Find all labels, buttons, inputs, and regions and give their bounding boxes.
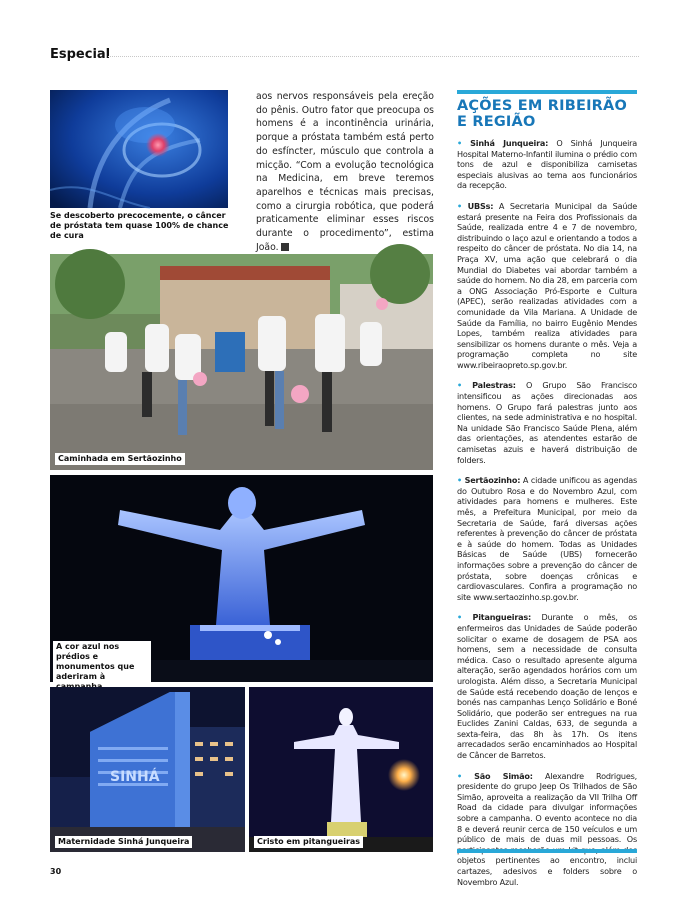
sidebar-item [457,201,637,371]
item-lead: Sinhá Junqueira: [470,138,549,148]
sidebar-item [457,380,637,465]
maternity-sign: SINHÁ [110,769,160,785]
maternity-photo [50,687,245,852]
bullet-icon: • [457,770,462,781]
statue-caption: A cor azul nos prédios e monumentos que aderiram à [53,641,151,693]
bullet-icon: • [457,138,462,148]
end-mark-icon [281,243,289,251]
header-divider [108,56,639,57]
article-body [256,90,434,254]
christ-caption: Cristo em pitangueiras [254,836,363,848]
item-text: A Secretaria Municipal da Saúde estará presente na Feira dos Profissionais da Saúde, realizada entre 4 e 7 de novembro, distribuindo o laço azul e orientando a todos a respeito do câncer de próstata. No dia 14, na Praça XV, uma ação que celebrará o dia Mundial do Diabetes vai abordar também a saúde do homem. No dia 28, em parceria com a ONG Associação Pró-Esporte e Cultura (APEC), serão realizadas atividades com a comunidade da Vila Mariana. A Unidade de Saúde da Família, no bairro Eugênio Mendes Lopes, também realiza atividades para sensibilizar os homens durante o mês. Veja a programação completa no site www.ribeiraopreto.sp.gov.br. [457,200,637,370]
statue-photo [50,475,433,682]
item-lead: Sertãozinho: [464,475,521,486]
item-text: O Grupo São Francisco intensificou as ações direcionadas aos homens. O Grupo fará palestras junto aos clientes, na sede administrativa e no hospital. Na unidade São Francisco Saúde Plena, além das orientações, as atendentes estarão de camisetas azuis e haverá distribuição de folders. [457,380,637,465]
section-label: Especial [50,47,111,62]
bullet-icon: • [457,475,462,486]
item-lead: Pitangueiras: [472,612,532,623]
prostate-caption: Se descoberto precocemente, o câncer de próstata tem quase 100% de chance de cura [50,211,229,240]
prostate-illustration [50,90,228,208]
item-lead: UBSs: [467,200,494,211]
sidebar-item [457,138,637,191]
item-text: O Sinhá Junqueira Hospital Materno-Infantil ilumina o prédio com tons de azul e disponibiliza camisetas especiais alusivas ao tema aos funcionários da recepção. [457,138,638,191]
sidebar-title: AÇÕES EM RIBEIRÃO E REGIÃO [457,98,627,130]
article-text: aos nervos responsáveis pela ereção do pênis. Outro fator que preocupa os homens é a incontinência urinária, porque a próstata também está perto do esfíncter, músculo que controla a micção. “Com a evolução tecnológica na Medicina, em breve teremos aparelhos e técnicas mais precisas, como a cirurgia robótica, que poderá praticamente eliminar esses riscos durante o procedimento”, estima João. [256,91,434,253]
walk-caption: Caminhada em Sertãozinho [55,453,185,465]
bullet-icon: • [457,380,462,391]
sidebar-column [457,138,637,897]
walk-photo [50,254,433,470]
sidebar-item [457,771,637,888]
sidebar-bottom-rule [457,849,637,853]
christ-photo [249,687,433,852]
bullet-icon: • [457,612,462,623]
item-text: Durante o mês, os enfermeiros das Unidades de Saúde poderão solicitar o exame de dosagem de PSA aos homens, sem a necessidade de consulta médica. Caso o resultado apresente alguma alteração, serão agendados horários com um urologista. Além disso, a Secretaria Municipal de Saúde está recebendo doação de lenços e bonés nas campanhas Lenço Solidário e Boné Solidário, que poderão ser entregues na rua Euclides Zanini Caldas, 633, de segunda a sexta-feira, das 8h às 17h. Os itens arrecadados serão encaminhados ao Hospital de Câncer de Barretos. [457,612,637,761]
item-lead: São Simão: [474,770,533,781]
sidebar-item [457,475,637,602]
item-text: A cidade unificou as agendas do Outubro Rosa e do Novembro Azul, com atividades para homens e mulheres. Este mês, a Prefeitura Municipal, por meio da Secretaria de Saúde, fará diversas ações referentes à prevenção do câncer de próstata e à saúde do homem. Todas as Unidades Básicas de Saúde (UBS) fornecerão informações sobre a prevenção do câncer de próstata, sobre doenças crônicas e cardiovasculares. Confira a programação no site www.sertaozinho.sp.gov.br. [457,475,637,602]
item-text: Alexandre Rodrigues, presidente do grupo Jeep Os Trilhados de São Simão, aproveita a realização da VII Trilha Off Road da cidade para divulgar informações sobre a campanha. O evento acontece no dia 8 e deverá reunir cerca de 150 veículos e um público de mais de duas mil pessoas. Os objetos pertinentes ao encontro, inclui cartazes, adesivos e folders sobre o Novembro Azul. [457,770,637,887]
sidebar-item [457,612,637,760]
sidebar-top-rule [457,90,637,94]
maternity-caption: Maternidade Sinhá Junqueira [55,836,192,848]
page-number: 30 [50,867,62,876]
item-lead: Palestras: [472,380,516,391]
bullet-icon: • [457,200,462,211]
